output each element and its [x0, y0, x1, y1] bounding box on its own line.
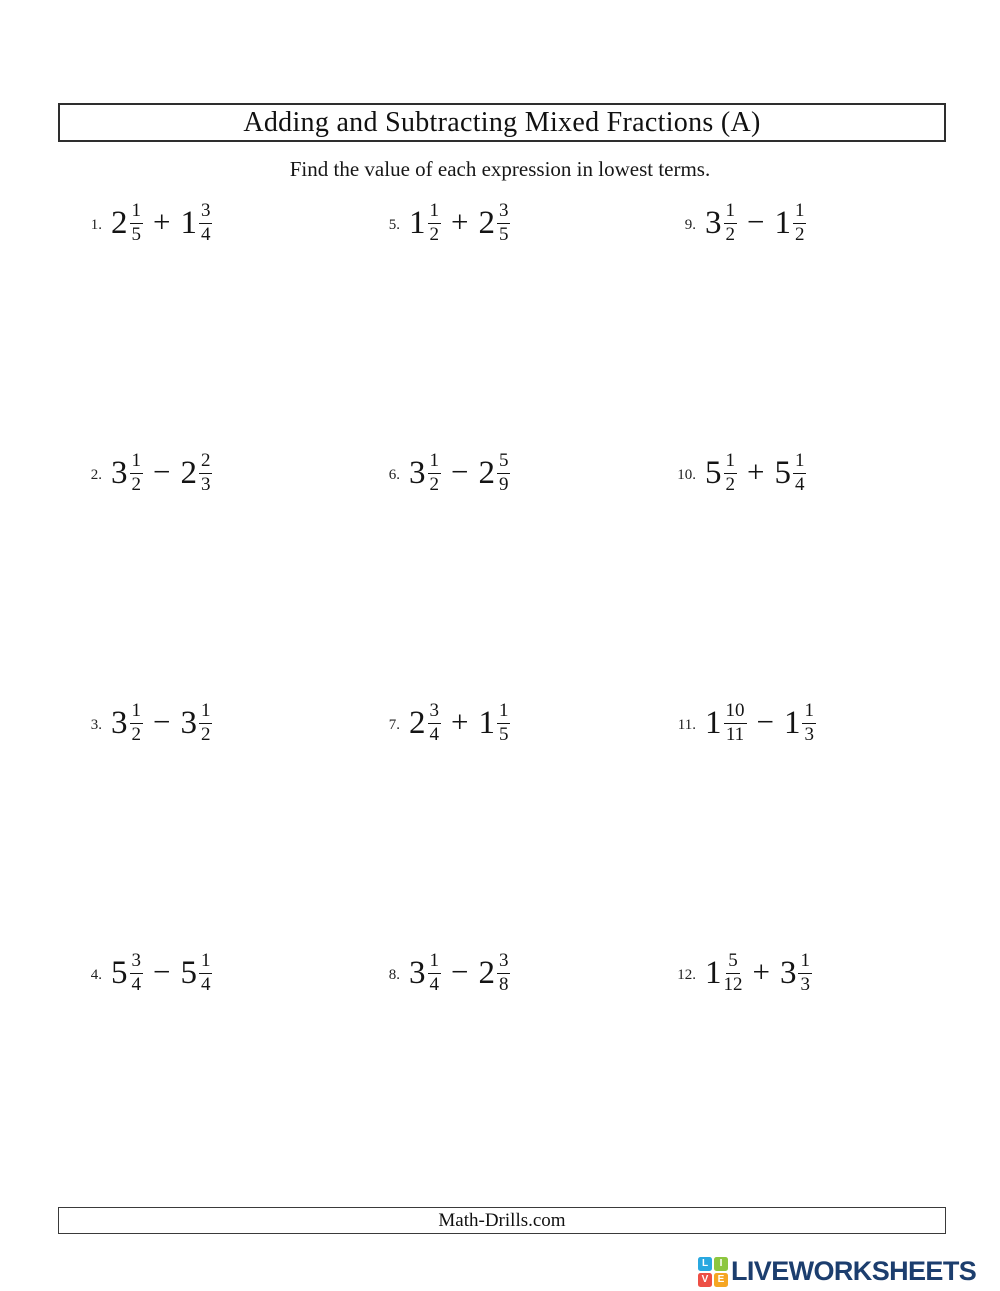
mixed-number: [409, 451, 441, 495]
numerator: 1: [199, 951, 213, 974]
numerator: 1: [130, 201, 144, 224]
operator: −: [747, 203, 765, 239]
mixed-number: [780, 951, 812, 995]
fraction: [199, 451, 213, 495]
mixed-number: [409, 951, 441, 995]
problem-9: [652, 196, 946, 250]
fraction: [802, 701, 816, 745]
fraction: [497, 451, 511, 495]
operator: +: [153, 203, 171, 239]
whole-number: 1: [180, 204, 197, 241]
numerator: 3: [497, 201, 511, 224]
liveworksheets-logo[interactable]: [698, 1256, 976, 1287]
expression: [111, 951, 212, 995]
operator: +: [451, 703, 469, 739]
numerator: 3: [428, 701, 442, 724]
mixed-number: [111, 201, 143, 245]
problem-number: 6.: [388, 467, 400, 483]
problem-3: [58, 696, 356, 750]
problem-11: [652, 696, 946, 750]
problem-row-1: [58, 196, 946, 250]
operator: +: [752, 953, 770, 989]
problem-4: [58, 946, 356, 1000]
numerator: 10: [724, 701, 747, 724]
whole-number: 2: [478, 954, 495, 991]
denominator: 4: [429, 973, 439, 995]
mixed-number: [180, 701, 212, 745]
whole-number: 3: [111, 704, 128, 741]
problem-number: 10.: [677, 467, 696, 483]
expression: [705, 201, 806, 245]
denominator: 2: [200, 723, 211, 745]
numerator: 3: [497, 951, 511, 974]
denominator: 2: [725, 473, 735, 495]
expression: [409, 951, 510, 995]
denominator: 5: [131, 223, 141, 245]
problem-number: 5.: [388, 217, 400, 233]
denominator: 2: [429, 473, 439, 495]
expression: [705, 451, 806, 495]
whole-number: 3: [180, 704, 197, 741]
liveworksheets-logo-icon: [698, 1257, 728, 1287]
denominator: 3: [200, 473, 211, 495]
whole-number: 3: [409, 954, 426, 991]
denominator: 2: [429, 223, 439, 245]
fraction: [428, 201, 442, 245]
numerator: 1: [130, 451, 144, 474]
footer-text: Math-Drills.com: [438, 1209, 566, 1231]
whole-number: 1: [705, 704, 722, 741]
problem-number: 12.: [677, 967, 696, 983]
mixed-number: [478, 701, 510, 745]
mixed-number: [409, 701, 441, 745]
mixed-number: [705, 201, 737, 245]
operator: +: [747, 453, 765, 489]
whole-number: 1: [774, 204, 791, 241]
problem-7: [356, 696, 652, 750]
expression: [705, 701, 816, 745]
fraction: [497, 951, 511, 995]
mixed-number: [784, 701, 816, 745]
footer-box: [58, 1207, 946, 1234]
fraction: [428, 951, 442, 995]
numerator: 1: [497, 701, 511, 724]
problem-number: 1.: [90, 217, 102, 233]
expression: [111, 701, 212, 745]
expression: [409, 701, 510, 745]
operator: −: [153, 703, 171, 739]
expression: [705, 951, 812, 995]
page-title: Adding and Subtracting Mixed Fractions (A): [243, 106, 761, 138]
denominator: 2: [725, 223, 735, 245]
numerator: 1: [428, 201, 442, 224]
denominator: 11: [725, 723, 745, 745]
fraction: [724, 701, 747, 745]
denominator: 5: [498, 723, 509, 745]
denominator: 2: [794, 223, 805, 245]
problem-number: 8.: [388, 967, 400, 983]
operator: −: [451, 453, 469, 489]
whole-number: 1: [478, 704, 495, 741]
fraction: [199, 951, 213, 995]
mixed-number: [409, 201, 441, 245]
mixed-number: [774, 451, 806, 495]
problem-number: 11.: [677, 717, 696, 733]
problem-8: [356, 946, 652, 1000]
numerator: 5: [497, 451, 511, 474]
liveworksheets-logo-text: LIVEWORKSHEETS: [731, 1256, 977, 1286]
denominator: 4: [131, 973, 141, 995]
mixed-number: [478, 951, 510, 995]
whole-number: 3: [705, 204, 722, 241]
instructions-text: Find the value of each expression in lowest terms.: [289, 157, 711, 181]
denominator: 4: [200, 223, 211, 245]
mixed-number: [478, 201, 510, 245]
operator: +: [451, 203, 469, 239]
mixed-number: [180, 951, 212, 995]
problem-number: 4.: [90, 967, 102, 983]
numerator: 1: [802, 701, 816, 724]
operator: −: [153, 453, 171, 489]
mixed-number: [111, 701, 143, 745]
fraction: [724, 451, 738, 495]
fraction: [130, 201, 144, 245]
numerator: 1: [798, 951, 812, 974]
fraction: [130, 951, 144, 995]
whole-number: 2: [478, 204, 495, 241]
problem-row-2: [58, 446, 946, 500]
problem-number: 7.: [388, 717, 400, 733]
whole-number: 3: [409, 454, 426, 491]
mixed-number: [478, 451, 510, 495]
numerator: 3: [130, 951, 144, 974]
expression: [111, 201, 212, 245]
whole-number: 2: [409, 704, 426, 741]
fraction: [724, 951, 743, 995]
fraction: [798, 951, 812, 995]
operator: −: [153, 953, 171, 989]
problem-2: [58, 446, 356, 500]
fraction: [130, 701, 144, 745]
mixed-number: [705, 451, 737, 495]
whole-number: 5: [774, 454, 791, 491]
denominator: 8: [498, 973, 509, 995]
problem-1: [58, 196, 356, 250]
whole-number: 3: [111, 454, 128, 491]
fraction: [199, 701, 213, 745]
numerator: 5: [726, 951, 740, 974]
mixed-number: [111, 951, 143, 995]
fraction: [724, 201, 738, 245]
denominator: 4: [794, 473, 805, 495]
problem-row-3: [58, 696, 946, 750]
fraction: [428, 451, 442, 495]
whole-number: 2: [111, 204, 128, 241]
problem-number: 3.: [90, 717, 102, 733]
operator: −: [451, 953, 469, 989]
whole-number: 5: [180, 954, 197, 991]
title-box: [58, 103, 946, 142]
logo-square-l: L: [698, 1257, 712, 1271]
logo-square-v: V: [698, 1273, 712, 1287]
denominator: 3: [804, 723, 814, 745]
logo-square-i: I: [714, 1257, 728, 1271]
expression: [409, 451, 510, 495]
whole-number: 1: [783, 704, 801, 741]
denominator: 4: [429, 723, 439, 745]
mixed-number: [180, 201, 212, 245]
numerator: 1: [793, 451, 807, 474]
numerator: 1: [428, 951, 442, 974]
denominator: 2: [131, 473, 141, 495]
problem-number: 9.: [684, 217, 696, 233]
whole-number: 1: [705, 954, 722, 991]
fraction: [497, 701, 511, 745]
expression: [111, 451, 212, 495]
mixed-number: [705, 951, 743, 995]
numerator: 1: [199, 701, 213, 724]
whole-number: 2: [478, 454, 495, 491]
mixed-number: [705, 701, 747, 745]
expression: [409, 201, 510, 245]
whole-number: 5: [111, 954, 128, 991]
denominator: 4: [200, 973, 211, 995]
mixed-number: [111, 451, 143, 495]
operator: −: [756, 703, 774, 739]
numerator: 1: [428, 451, 442, 474]
fraction: [793, 201, 807, 245]
fraction: [793, 451, 807, 495]
problem-6: [356, 446, 652, 500]
whole-number: 3: [779, 954, 797, 991]
numerator: 1: [793, 201, 807, 224]
mixed-number: [774, 201, 806, 245]
problem-10: [652, 446, 946, 500]
fraction: [130, 451, 144, 495]
numerator: 3: [199, 201, 213, 224]
whole-number: 1: [409, 204, 426, 241]
denominator: 5: [498, 223, 509, 245]
problem-12: [652, 946, 946, 1000]
fraction: [428, 701, 442, 745]
fraction: [199, 201, 213, 245]
numerator: 1: [130, 701, 144, 724]
numerator: 1: [724, 201, 738, 224]
whole-number: 2: [180, 454, 197, 491]
mixed-number: [180, 451, 212, 495]
fraction: [497, 201, 511, 245]
problem-5: [356, 196, 652, 250]
numerator: 2: [199, 451, 213, 474]
denominator: 9: [498, 473, 509, 495]
denominator: 12: [723, 973, 743, 995]
problem-number: 2.: [90, 467, 102, 483]
logo-square-e: E: [714, 1273, 728, 1287]
whole-number: 5: [705, 454, 722, 491]
numerator: 1: [724, 451, 738, 474]
denominator: 2: [131, 723, 141, 745]
problem-row-4: [58, 946, 946, 1000]
denominator: 3: [800, 973, 810, 995]
